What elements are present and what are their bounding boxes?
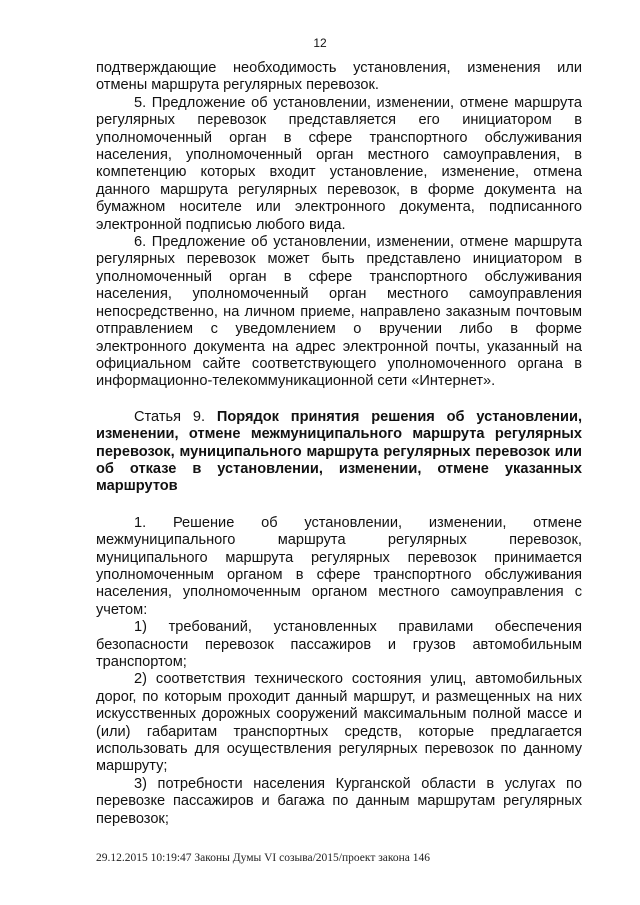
clause-6-paragraph: 6. Предложение об установлении, изменении, отмене маршрута регулярных перевозок может быть представлено инициатором в уполномоченный орган в сфере транспортного обслуживания населения, уполномоченный орган местного самоуправления непосредственно, на личном приеме, направлено заказным почтовым отправлением с уведомлением о вручении либо в форме электронного документа на адрес электронной почты, указанный на официальном сайте соответствующего уполномоченного органа в информационно-телекоммуникационной сети «Интернет».: [96, 234, 582, 390]
article-9-prefix: Статья 9.: [134, 408, 217, 425]
page-number: 12: [313, 36, 327, 50]
clause-5-paragraph: 5. Предложение об установлении, изменении, отмене маршрута регулярных перевозок представляется его инициатором в уполномоченный орган в сфере транспортного обслуживания населения, уполномоченный орган местного самоуправления, в компетенцию которых входит установление, изменение, отмена данного маршрута регулярных перевозок, в форме документа на бумажном носителе или электронного документа, подписанного электронной подписью любого вида.: [96, 94, 582, 233]
article-9-heading: [96, 409, 582, 496]
article-9-item-3: 3) потребности населения Курганской области в услугах по перевозке пассажиров и багажа по данным маршрутам регулярных перевозок;: [96, 775, 582, 827]
article-9-clause-1: 1. Решение об установлении, изменении, отмене межмуниципального маршрута регулярных перевозок, муниципального маршрута регулярных перевозок принимается уполномоченным органом в сфере транспортного обслуживания населения, уполномоченным органом местного самоуправления с учетом:: [96, 514, 582, 618]
article-9-item-1: 1) требований, установленных правилами обеспечения безопасности перевозок пассажиров и грузов автомобильным транспортом;: [96, 619, 582, 670]
continuation-paragraph: подтверждающие необходимость установления, изменения или отмены маршрута регулярных перевозок.: [96, 60, 582, 94]
article-9-item-2: 2) соответствия технического состояния улиц, автомобильных дорог, по которым проходит данный маршрут, и размещенных на них искусственных дорожных сооружений максимальным полной массе и (или) габаритам транспортных средств, которые предлагается использовать для осуществления регулярных перевозок по данному маршруту;: [96, 671, 582, 775]
document-body: [96, 60, 582, 828]
document-footer: 29.12.2015 10:19:47 Законы Думы VI созыва/2015/проект закона 146: [96, 852, 431, 864]
article-9-title: Порядок принятия решения об установлении, изменении, отмене межмуниципального маршрута регулярных перевозок, муниципального маршрута регулярных перевозок или об отказе в установлении, изменении, отмене указанных маршрутов: [96, 408, 583, 495]
